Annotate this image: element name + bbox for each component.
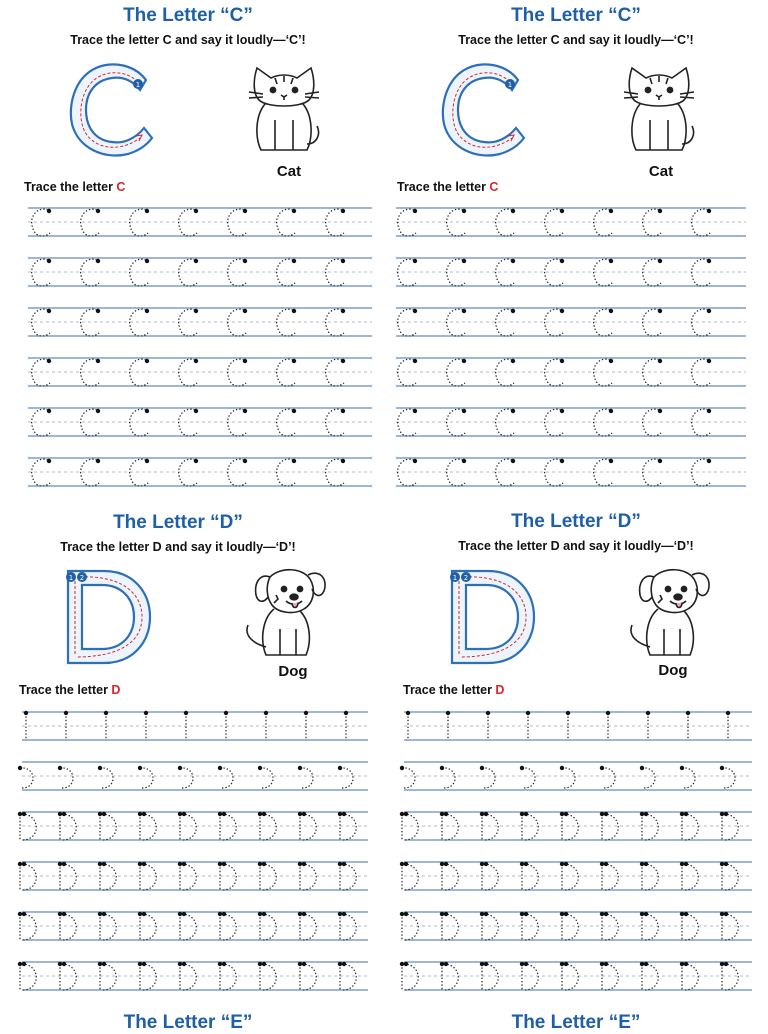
trace-label-letter: D	[495, 683, 505, 697]
trace-glyph	[398, 409, 418, 436]
trace-glyph	[447, 259, 467, 286]
trace-glyph	[326, 259, 346, 286]
trace-glyph	[686, 711, 690, 740]
trace-glyph	[338, 766, 353, 788]
stroke-number: 1	[68, 574, 74, 582]
animal-label: Cat	[648, 163, 674, 180]
trace-glyph	[643, 309, 663, 336]
trace-glyph	[692, 259, 712, 286]
trace-glyph	[545, 409, 565, 436]
trace-glyph	[640, 862, 658, 890]
tracing-rows	[0, 200, 376, 505]
trace-label	[403, 683, 504, 697]
trace-glyph	[32, 309, 52, 336]
dog-icon	[624, 563, 716, 668]
trace-glyph	[228, 409, 248, 436]
tracing-rows-svg	[388, 200, 764, 500]
trace-glyph	[643, 409, 663, 436]
trace-label-letter: C	[489, 180, 499, 194]
trace-glyph	[130, 359, 150, 386]
trace-glyph	[480, 766, 495, 788]
trace-glyph	[643, 259, 663, 286]
trace-glyph	[594, 259, 614, 286]
trace-glyph	[228, 359, 248, 386]
trace-glyph	[18, 912, 36, 940]
trace-glyph	[277, 309, 297, 336]
trace-glyph	[138, 766, 153, 788]
panel-title: The Letter “C”	[511, 5, 641, 26]
trace-glyph	[566, 711, 570, 740]
tracing-rows-svg	[0, 200, 376, 500]
worksheet-panel-c-right	[388, 0, 764, 500]
trace-glyph	[81, 409, 101, 436]
trace-glyph	[640, 912, 658, 940]
trace-glyph	[692, 209, 712, 236]
trace-glyph	[520, 862, 538, 890]
trace-glyph	[545, 309, 565, 336]
trace-glyph	[496, 459, 516, 486]
trace-glyph	[496, 209, 516, 236]
big-letter-d	[60, 567, 154, 672]
panel-title: The Letter “D”	[113, 512, 243, 533]
trace-glyph	[104, 711, 108, 740]
trace-glyph	[520, 812, 538, 840]
trace-glyph	[643, 459, 663, 486]
big-letter-d	[444, 567, 538, 672]
trace-glyph	[130, 459, 150, 486]
trace-glyph	[406, 711, 410, 740]
trace-label-text: Trace the letter	[397, 180, 490, 194]
trace-glyph	[58, 766, 73, 788]
trace-glyph	[326, 309, 346, 336]
next-section-title: The Letter “E”	[511, 1012, 641, 1033]
tracing-rows	[0, 704, 376, 1009]
animal-label: Cat	[276, 163, 302, 180]
trace-glyph	[447, 459, 467, 486]
trace-glyph	[646, 711, 650, 740]
panel-instruction: Trace the letter D and say it loudly—‘D’!	[458, 539, 694, 553]
trace-glyph	[398, 459, 418, 486]
trace-label-text: Trace the letter	[403, 683, 496, 697]
stroke-number: 1	[507, 81, 513, 89]
trace-glyph	[81, 209, 101, 236]
trace-glyph	[643, 209, 663, 236]
trace-glyph	[447, 209, 467, 236]
trace-glyph	[643, 359, 663, 386]
trace-glyph	[179, 309, 199, 336]
trace-glyph	[326, 459, 346, 486]
trace-glyph	[298, 766, 313, 788]
trace-glyph	[18, 962, 36, 990]
trace-glyph	[130, 209, 150, 236]
trace-glyph	[545, 209, 565, 236]
trace-glyph	[258, 962, 276, 990]
trace-glyph	[178, 766, 193, 788]
worksheet-panel-d-left	[0, 505, 376, 1010]
trace-glyph	[304, 711, 308, 740]
stroke-number: 2	[79, 574, 85, 582]
stroke-number: 2	[463, 574, 469, 582]
trace-glyph	[526, 711, 530, 740]
trace-glyph	[594, 409, 614, 436]
dog-icon	[240, 563, 332, 668]
trace-glyph	[496, 359, 516, 386]
next-section-title: The Letter “E”	[123, 1012, 253, 1033]
trace-glyph	[81, 459, 101, 486]
big-letter-c	[62, 58, 162, 168]
trace-glyph	[179, 209, 199, 236]
trace-glyph	[130, 309, 150, 336]
trace-glyph	[179, 259, 199, 286]
trace-glyph	[130, 409, 150, 436]
trace-glyph	[692, 459, 712, 486]
trace-glyph	[138, 862, 156, 890]
trace-glyph	[545, 359, 565, 386]
big-letter-c	[434, 58, 534, 168]
trace-glyph	[81, 309, 101, 336]
trace-glyph	[400, 766, 415, 788]
trace-glyph	[440, 766, 455, 788]
trace-glyph	[258, 812, 276, 840]
trace-glyph	[144, 711, 148, 740]
trace-glyph	[32, 359, 52, 386]
trace-glyph	[277, 359, 297, 386]
trace-glyph	[277, 409, 297, 436]
trace-glyph	[692, 309, 712, 336]
trace-glyph	[184, 711, 188, 740]
tracing-rows	[388, 200, 764, 505]
trace-glyph	[594, 209, 614, 236]
trace-glyph	[179, 459, 199, 486]
panel-title: The Letter “C”	[123, 5, 253, 26]
trace-glyph	[640, 812, 658, 840]
trace-glyph	[680, 766, 695, 788]
trace-glyph	[398, 209, 418, 236]
trace-glyph	[496, 309, 516, 336]
trace-glyph	[486, 711, 490, 740]
trace-glyph	[400, 962, 418, 990]
trace-glyph	[228, 459, 248, 486]
trace-glyph	[98, 766, 113, 788]
trace-glyph	[398, 309, 418, 336]
trace-glyph	[520, 912, 538, 940]
animal-label: Dog	[278, 663, 308, 680]
trace-glyph	[446, 711, 450, 740]
trace-glyph	[258, 766, 273, 788]
trace-glyph	[344, 711, 348, 740]
trace-glyph	[560, 766, 575, 788]
trace-glyph	[692, 359, 712, 386]
trace-glyph	[520, 766, 535, 788]
trace-glyph	[218, 766, 233, 788]
trace-glyph	[496, 409, 516, 436]
trace-glyph	[277, 209, 297, 236]
trace-glyph	[640, 766, 655, 788]
trace-glyph	[179, 359, 199, 386]
cat-icon	[245, 60, 323, 161]
trace-glyph	[18, 766, 33, 788]
worksheet-panel-d-right	[388, 505, 764, 1010]
panel-instruction: Trace the letter D and say it loudly—‘D’!	[60, 540, 296, 554]
trace-glyph	[228, 259, 248, 286]
trace-glyph	[64, 711, 68, 740]
cat-icon	[620, 60, 698, 161]
trace-glyph	[228, 309, 248, 336]
tracing-rows-svg	[388, 704, 764, 1004]
trace-glyph	[692, 409, 712, 436]
panel-instruction: Trace the letter C and say it loudly—‘C’!	[70, 33, 306, 47]
trace-glyph	[228, 209, 248, 236]
trace-glyph	[640, 962, 658, 990]
trace-glyph	[496, 259, 516, 286]
trace-glyph	[594, 359, 614, 386]
trace-glyph	[277, 259, 297, 286]
trace-glyph	[18, 812, 36, 840]
trace-glyph	[264, 711, 268, 740]
trace-glyph	[24, 711, 28, 740]
trace-glyph	[594, 309, 614, 336]
panel-title: The Letter “D”	[511, 511, 641, 532]
trace-glyph	[130, 259, 150, 286]
panel-instruction: Trace the letter C and say it loudly—‘C’!	[458, 33, 694, 47]
tracing-rows-svg	[0, 704, 376, 1004]
trace-glyph	[545, 459, 565, 486]
trace-glyph	[224, 711, 228, 740]
trace-glyph	[447, 309, 467, 336]
trace-glyph	[400, 862, 418, 890]
trace-label-text: Trace the letter	[19, 683, 112, 697]
trace-glyph	[400, 812, 418, 840]
trace-label-text: Trace the letter	[24, 180, 117, 194]
trace-label	[19, 683, 120, 697]
trace-glyph	[258, 862, 276, 890]
worksheet-panel-c-left	[0, 0, 376, 500]
stroke-number: 1	[452, 574, 458, 582]
trace-glyph	[32, 409, 52, 436]
trace-glyph	[138, 912, 156, 940]
trace-glyph	[398, 359, 418, 386]
trace-glyph	[606, 711, 610, 740]
trace-glyph	[398, 259, 418, 286]
tracing-rows	[388, 704, 764, 1009]
trace-glyph	[720, 766, 735, 788]
trace-glyph	[32, 259, 52, 286]
trace-glyph	[258, 912, 276, 940]
trace-glyph	[600, 766, 615, 788]
trace-glyph	[81, 259, 101, 286]
trace-glyph	[594, 459, 614, 486]
stroke-number: 1	[135, 81, 141, 89]
trace-label	[397, 180, 498, 194]
trace-glyph	[326, 359, 346, 386]
trace-glyph	[520, 962, 538, 990]
trace-label-letter: C	[116, 180, 126, 194]
trace-glyph	[32, 459, 52, 486]
trace-glyph	[400, 912, 418, 940]
trace-label-letter: D	[111, 683, 121, 697]
trace-glyph	[18, 862, 36, 890]
trace-glyph	[138, 812, 156, 840]
trace-glyph	[32, 209, 52, 236]
trace-label	[24, 180, 125, 194]
trace-glyph	[81, 359, 101, 386]
trace-glyph	[326, 409, 346, 436]
trace-glyph	[447, 359, 467, 386]
trace-glyph	[179, 409, 199, 436]
trace-glyph	[726, 711, 730, 740]
animal-label: Dog	[658, 662, 688, 679]
trace-glyph	[326, 209, 346, 236]
trace-glyph	[138, 962, 156, 990]
trace-glyph	[277, 459, 297, 486]
trace-glyph	[545, 259, 565, 286]
trace-glyph	[447, 409, 467, 436]
